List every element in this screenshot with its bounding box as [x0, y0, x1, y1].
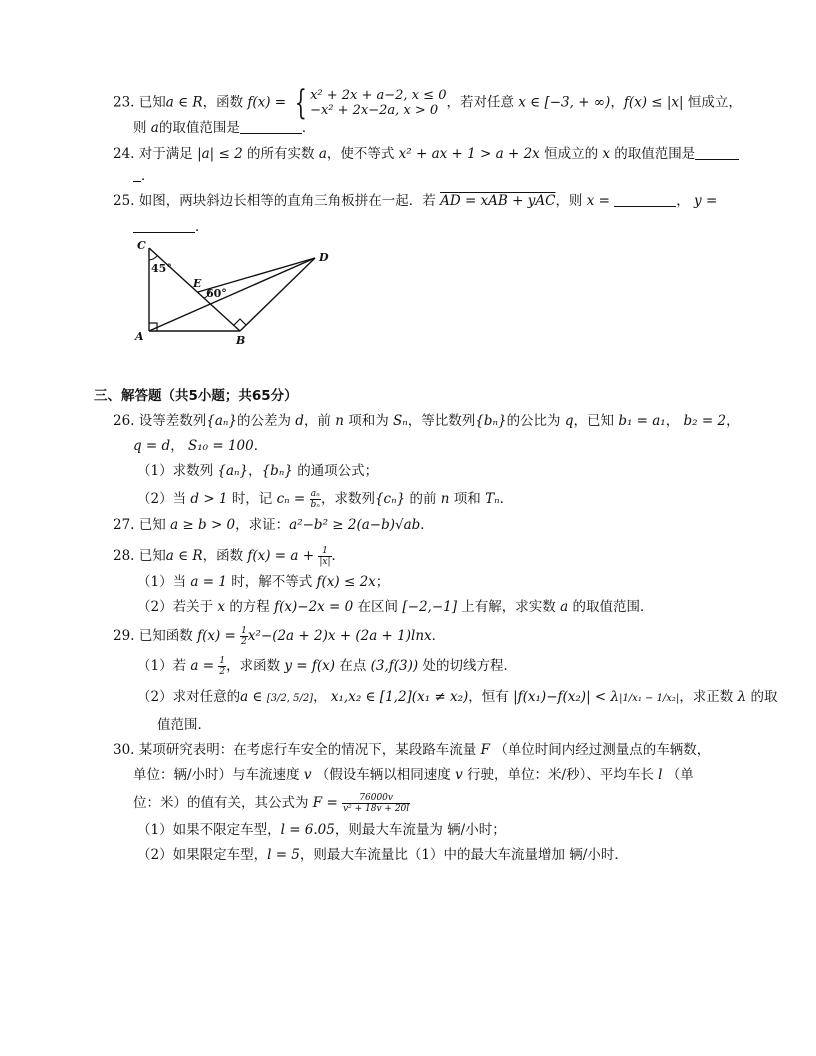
- q28-math: f(x) = a +: [247, 548, 315, 564]
- fraction-denominator: 2: [219, 667, 226, 677]
- q23-text: 的取值范围是: [158, 120, 240, 136]
- q24-text: ，使不等式: [326, 146, 395, 162]
- q26-text: 项和: [453, 491, 481, 507]
- point-label-a: A: [135, 330, 144, 343]
- q29-math: |f(x₁)−f(x₂)| < λ: [513, 689, 620, 705]
- q28-part2: [137, 598, 653, 616]
- q29-part2: [137, 688, 777, 708]
- q28-text: 的方程: [229, 599, 270, 615]
- q27-line: [113, 516, 434, 534]
- q23-text: ．: [301, 120, 316, 136]
- q26-text: ，求数列: [320, 491, 375, 507]
- q23-line2: [133, 119, 315, 137]
- q24-text: 恒成立的: [544, 146, 599, 162]
- q30-math: l: [658, 767, 663, 783]
- q29-math: y = f(x): [284, 658, 336, 674]
- fraction-numerator: 1: [318, 546, 331, 557]
- answer-blank: [240, 119, 302, 134]
- q23-number: 23.: [113, 94, 135, 111]
- q26-math: q = d: [133, 438, 171, 454]
- angle-label-45: 45°: [151, 262, 172, 275]
- angle-label-60: 60°: [206, 287, 227, 300]
- q28-text: 在区间: [357, 599, 399, 615]
- q30-part2: [137, 846, 628, 864]
- q26-text: （2）当: [137, 491, 187, 507]
- q23-line1: [113, 83, 742, 123]
- q28-part1: [137, 573, 389, 591]
- q30-line1: [113, 741, 710, 759]
- q28-text: （1）当: [137, 574, 187, 590]
- q24-number: 24.: [113, 146, 135, 162]
- q28-math: a: [560, 599, 569, 615]
- q27-math: a ≥ b > 0: [170, 517, 236, 533]
- q29-text: 已知函数: [138, 628, 193, 644]
- q26-math: {cₙ}: [374, 491, 406, 507]
- fraction: [218, 656, 226, 677]
- answer-blank: [133, 218, 195, 233]
- q25-text: 如图，两块斜边长相等的直角三角板拼在一起．若: [138, 193, 436, 209]
- q25-vector-equation: AD = xAB + yAC: [440, 193, 556, 209]
- q23-text: ，函数: [202, 94, 244, 111]
- brace-glyph: {: [295, 83, 308, 123]
- q29-text: ，: [313, 689, 327, 705]
- q28-line1: [113, 546, 345, 567]
- q25-text: ．: [195, 219, 209, 235]
- q29-text: ，求正数: [679, 689, 734, 705]
- q30-math: l = 6.05: [280, 822, 335, 838]
- q23-math: a: [150, 120, 159, 136]
- q24-line1: [113, 145, 739, 163]
- segment-ad: [149, 258, 315, 331]
- fraction-denominator: bₙ: [310, 500, 320, 510]
- q29-text: 在点: [339, 658, 367, 674]
- q29-line1: [113, 626, 445, 647]
- answer-blank: [695, 145, 739, 160]
- q25-math: y =: [694, 193, 718, 209]
- q26-part2: [137, 489, 513, 510]
- q29-math: f(x) =: [197, 628, 236, 644]
- q30-text: （2）如果限定车型，: [137, 847, 268, 863]
- answer-blank: [133, 167, 141, 182]
- q26-math: {aₙ}: [217, 463, 249, 479]
- fraction-numerator: 1: [219, 656, 226, 666]
- q26-text: ．: [499, 491, 514, 507]
- q25-text: ，: [676, 193, 690, 209]
- q30-text: （1）如果不限定车型，: [137, 822, 281, 838]
- q26-math: b₂ = 2: [683, 413, 727, 429]
- q26-math: {bₙ}: [475, 413, 507, 429]
- q29-number: 29.: [113, 628, 135, 644]
- q26-text: ，: [248, 463, 262, 479]
- q26-line2: [133, 437, 267, 455]
- q23-text: 已知: [138, 94, 166, 111]
- q30-line3: [133, 793, 410, 814]
- q28-text: ；: [375, 574, 390, 590]
- q28-math: x: [217, 599, 226, 615]
- q28-text: ，函数: [202, 548, 244, 564]
- q28-math: [−2,−1]: [402, 599, 457, 615]
- q24-math: x: [602, 146, 610, 162]
- q26-text: 的公比为: [506, 413, 561, 429]
- q28-math: f(x) ≤ 2x: [316, 574, 376, 590]
- q27-text: 已知: [138, 517, 166, 533]
- point-label-c: C: [137, 239, 146, 252]
- fraction-denominator: v² + 18v + 20l: [343, 804, 410, 814]
- q28-math: f(x)−2x = 0: [274, 599, 354, 615]
- q28-text: ．: [331, 548, 346, 564]
- q27-math: a²−b² ≥ 2(a−b)√ab: [289, 517, 421, 533]
- q28-text: （2）若关于: [137, 599, 214, 615]
- q30-text: （假设车辆以相同速度: [315, 767, 451, 783]
- point-label-d: D: [319, 251, 329, 264]
- q26-math: d > 1: [190, 491, 228, 507]
- q29-math: |1/x₁ − 1/x₂|: [619, 693, 680, 704]
- point-label-e: E: [193, 277, 202, 290]
- q23-text: ，: [610, 94, 624, 111]
- q30-text: 行驶，单位：米/秒）、平均车长: [467, 767, 654, 783]
- interval: [3/2, 5/2]: [266, 693, 314, 704]
- triangle-figure: [132, 234, 342, 350]
- right-angle-mark-b: [234, 319, 246, 325]
- q30-part1: [137, 821, 506, 839]
- q26-math: b₁ = a₁: [618, 413, 666, 429]
- q26-math: d: [295, 413, 304, 429]
- q23-math: x ∈ [−3, + ∞): [518, 94, 611, 111]
- q30-text: （单: [666, 767, 694, 783]
- q26-math: n: [440, 491, 450, 507]
- q26-text: 项和为: [348, 413, 389, 429]
- q23-math: a ∈ R: [165, 94, 203, 111]
- q24-math: |a| ≤ 2: [197, 146, 243, 162]
- q28-number: 28.: [113, 548, 135, 564]
- q29-part1: [137, 656, 517, 677]
- q26-text: 时，记: [231, 491, 273, 507]
- q25-math: x =: [586, 193, 610, 209]
- q26-math: {bₙ}: [261, 463, 293, 479]
- fraction-denominator: |x|: [319, 557, 331, 567]
- q27-number: 27.: [113, 517, 135, 533]
- q25-number: 25.: [113, 193, 135, 209]
- angle-arc-c: [149, 256, 157, 260]
- fraction: [342, 793, 410, 814]
- q30-math: F: [480, 742, 490, 758]
- q23-text: ，若对任意: [446, 94, 514, 111]
- q30-math: v: [303, 767, 312, 783]
- q23-text: 恒成立，: [687, 94, 742, 111]
- q26-text: ，前: [303, 413, 331, 429]
- q26-number: 26.: [113, 413, 135, 429]
- q26-math: S₁₀ = 100: [187, 438, 254, 454]
- q26-math: Sₙ: [393, 413, 408, 429]
- answer-blank: [614, 192, 676, 207]
- q26-text: ，已知: [573, 413, 615, 429]
- point-label-b: B: [236, 334, 246, 347]
- fraction-numerator: aₙ: [310, 489, 320, 499]
- q29-part2-cont: [157, 716, 211, 734]
- fraction-numerator: 1: [241, 626, 247, 636]
- q23-text: 则: [133, 120, 147, 136]
- q29-math: a =: [190, 658, 215, 674]
- q29-text: 值范围．: [157, 717, 211, 733]
- q24-math: x² + ax + 1 > a + 2x: [398, 146, 540, 162]
- q26-text: ，: [170, 438, 184, 454]
- piecewise-row1: x² + 2x + a−2, x ≤ 0: [310, 88, 447, 103]
- q23-piecewise: [290, 83, 447, 123]
- q29-math: λ: [737, 689, 747, 705]
- q30-line2: [133, 766, 694, 784]
- q28-text: 的取值范围．: [572, 599, 654, 615]
- q29-math: (3,f(3)): [370, 658, 419, 674]
- q29-text: 的取: [750, 689, 778, 705]
- section-heading: 三、解答题（共5小题；共65分）: [94, 388, 298, 404]
- q28-math: a ∈ R: [165, 548, 203, 564]
- q29-text: 处的切线方程．: [422, 658, 517, 674]
- q29-text: ，求函数: [226, 658, 281, 674]
- q29-text: ．: [431, 628, 446, 644]
- q29-text: ，恒有: [468, 689, 509, 705]
- q30-math: v: [455, 767, 463, 783]
- q26-text: ，等比数列: [407, 413, 476, 429]
- q26-text: 的公差为: [236, 413, 291, 429]
- q30-text: ，则最大车流量为 辆/小时；: [334, 822, 506, 838]
- q26-text: 设等差数列: [138, 413, 207, 429]
- q30-text: ，则最大车流量比（1）中的最大车流量增加 辆/小时．: [299, 847, 628, 863]
- q26-part1: [137, 462, 378, 480]
- q26-math: Tₙ: [485, 491, 500, 507]
- fraction-numerator: 76000v: [342, 793, 410, 804]
- q30-math: l = 5: [267, 847, 300, 863]
- q24-line2: [133, 167, 155, 185]
- q27-text: ．: [420, 517, 434, 533]
- q24-text: ．: [141, 168, 155, 184]
- q23-math: f(x) ≤ |x|: [623, 94, 684, 111]
- q28-text: 时，解不等式: [231, 574, 313, 590]
- q26-text: （1）求数列: [137, 463, 214, 479]
- q30-text: 某项研究表明：在考虑行车安全的情况下，某段路车流量: [138, 742, 477, 758]
- q24-text: 对于满足: [138, 146, 193, 162]
- q24-math: a: [318, 146, 327, 162]
- fraction: [240, 626, 248, 647]
- q30-number: 30.: [113, 742, 135, 758]
- q26-text: ，: [665, 413, 680, 429]
- q28-text: 已知: [138, 548, 166, 564]
- q26-text: ．: [253, 438, 268, 454]
- q29-text: （2）求对任意的: [137, 689, 241, 705]
- q24-text: 的所有实数: [247, 146, 315, 162]
- q24-text: 的取值范围是: [614, 146, 696, 162]
- piecewise-row2: −x² + 2x−2a, x > 0: [310, 103, 439, 118]
- fraction-denominator: 2: [241, 637, 247, 647]
- q28-text: 上有解，求实数: [461, 599, 556, 615]
- q29-math: x₁,x₂ ∈ [1,2](x₁ ≠ x₂): [330, 689, 469, 705]
- q26-math: cₙ =: [276, 491, 306, 507]
- q23-function-label: f(x) =: [247, 94, 287, 111]
- q26-math: q: [564, 413, 574, 429]
- q30-text: 位：米）的值有关，其公式为: [133, 795, 309, 811]
- q25-text: ，则: [555, 193, 583, 209]
- q28-math: a = 1: [190, 574, 227, 590]
- q29-text: （1）若: [137, 658, 187, 674]
- q30-text: （单位时间内经过测量点的车辆数，: [494, 742, 711, 758]
- q26-math: n: [335, 413, 344, 429]
- q26-math: {aₙ}: [206, 413, 237, 429]
- fraction: [318, 546, 331, 567]
- q26-line1: [113, 412, 740, 430]
- fraction: [310, 489, 321, 510]
- q30-math: F =: [312, 795, 338, 811]
- q29-math: a ∈: [240, 689, 263, 705]
- q29-math: x²−(2a + 2)x + (2a + 1)lnx: [247, 628, 432, 644]
- q30-text: 单位：辆/小时）与车流速度: [133, 767, 300, 783]
- q26-text: 的通项公式；: [297, 463, 379, 479]
- q26-text: 的前: [409, 491, 437, 507]
- q25-line1: [113, 192, 717, 210]
- q26-text: ，: [726, 413, 740, 429]
- q27-text: ，求证：: [235, 517, 290, 533]
